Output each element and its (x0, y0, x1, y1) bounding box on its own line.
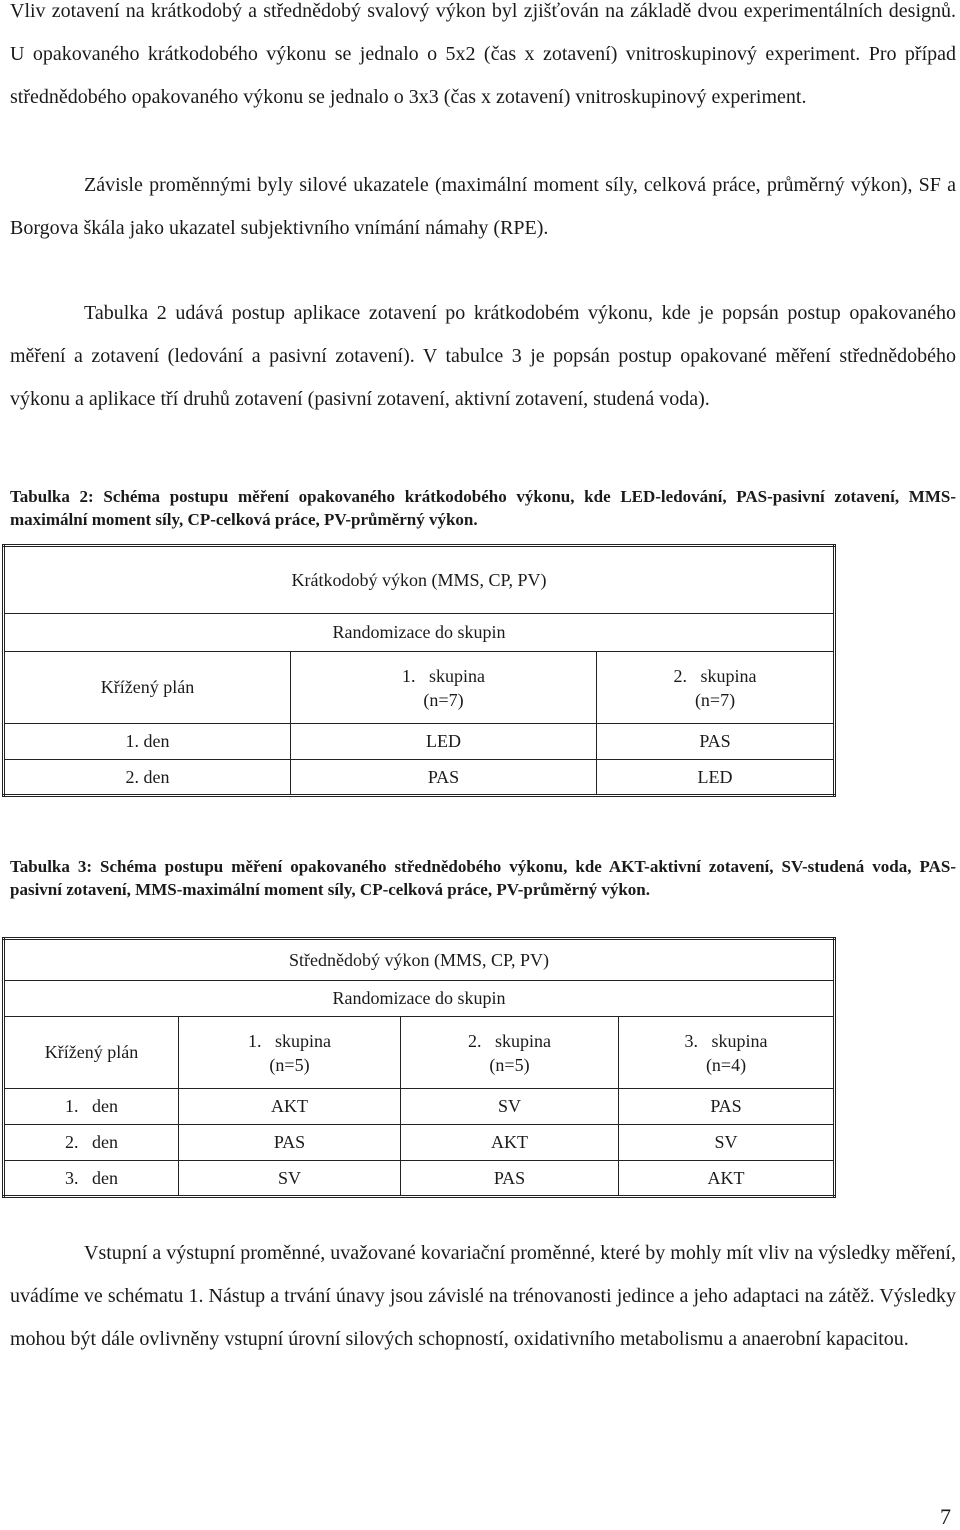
table-2-caption: Tabulka 2: Schéma postupu měření opakovaného krátkodobého výkonu, kde LED-ledování, PAS-pasivní zotavení, MMS-maximální moment síly, CP-celková práce, PV-průměrný výkon. (10, 487, 956, 529)
table-cell: AKT (401, 1125, 619, 1161)
paragraph-2-text: Závisle proměnnými byly silové ukazatele (maximální moment síly, celková práce, průměrný výkon), SF a Borgova škála jako ukazatel subjektivního vnímání námahy (RPE). (10, 174, 956, 239)
table-3 (2, 937, 836, 1198)
table-2 (2, 544, 836, 797)
table-2-group-2 (597, 652, 835, 724)
paragraph-2 (10, 164, 956, 250)
table-row (4, 724, 835, 760)
table-cell: PAS (401, 1161, 619, 1197)
table-3-day-2: 2. den (4, 1125, 179, 1161)
table-2-corner: Křížený plán (4, 652, 291, 724)
group-size: (n=7) (694, 689, 736, 710)
group-label: 3. skupina (684, 1030, 768, 1051)
table-cell: PAS (179, 1125, 401, 1161)
table-3-day-3: 3. den (4, 1161, 179, 1197)
table-2-day-2: 2. den (4, 760, 291, 796)
paragraph-3-text: Tabulka 2 udává postup aplikace zotavení po krátkodobém výkonu, kde je popsán postup opakovaného měření a zotavení (ledování a pasivní zotavení). V tabulce 3 je popsán postup opakované měření střednědobého výkonu a aplikace tří druhů zotavení (pasivní zotavení, aktivní zotavení, studená voda). (10, 302, 956, 410)
paragraph-4 (10, 1232, 956, 1361)
group-label: 2. skupina (468, 1030, 551, 1051)
group-label: 1. skupina (402, 665, 485, 686)
group-label: 1. skupina (248, 1030, 331, 1051)
table-row (4, 1125, 835, 1161)
paragraph-4-text: Vstupní a výstupní proměnné, uvažované kovariační proměnné, které by mohly mít vliv na výsledky měření, uvádíme ve schématu 1. Nástup a trvání únavy jsou závislé na trénovanosti jedince a jeho adaptaci na zátěž. Výsledky mohou být dále ovlivněny vstupní úrovní silových schopností, oxidativního metabolismu a anaerobní kapacitou. (10, 1242, 956, 1350)
table-3-title: Střednědobý výkon (MMS, CP, PV) (4, 939, 835, 981)
table-2-day-1: 1. den (4, 724, 291, 760)
table-cell: PAS (597, 724, 835, 760)
table-cell: SV (179, 1161, 401, 1197)
table-cell: LED (597, 760, 835, 796)
table-cell: PAS (619, 1089, 835, 1125)
paragraph-1: Vliv zotavení na krátkodobý a střednědobý svalový výkon byl zjišťován na základě dvou experimentálních designů. U opakovaného krátkodobého výkonu se jednalo o 5x2 (čas x zotavení) vnitroskupinový experiment. Pro případ střednědobého opakovaného výkonu se jednalo o 3x3 (čas x zotavení) vnitroskupinový experiment. (10, 0, 956, 108)
group-label: 2. skupina (673, 665, 757, 686)
table-3-corner: Křížený plán (4, 1017, 179, 1089)
group-size: (n=7) (423, 689, 464, 710)
paragraph-3 (10, 292, 956, 421)
table-3-caption: Tabulka 3: Schéma postupu měření opakovaného střednědobého výkonu, kde AKT-aktivní zotavení, SV-studená voda, PAS-pasivní zotavení, MMS-maximální moment síly, CP-celková práce, PV-průměrný výkon. (10, 857, 956, 899)
group-size: (n=5) (269, 1054, 310, 1075)
table-3-subtitle: Randomizace do skupin (4, 981, 835, 1017)
table-2-subtitle: Randomizace do skupin (4, 614, 835, 652)
table-row (4, 1089, 835, 1125)
table-row (4, 1161, 835, 1197)
table-2-title: Krátkodobý výkon (MMS, CP, PV) (4, 546, 835, 614)
group-size: (n=4) (705, 1054, 747, 1075)
table-3-day-1: 1. den (4, 1089, 179, 1125)
table-cell: PAS (291, 760, 597, 796)
table-cell: AKT (179, 1089, 401, 1125)
table-cell: AKT (619, 1161, 835, 1197)
group-size: (n=5) (489, 1054, 530, 1075)
table-cell: SV (401, 1089, 619, 1125)
table-2-group-1 (291, 652, 597, 724)
table-3-group-2 (401, 1017, 619, 1089)
table-cell: LED (291, 724, 597, 760)
table-cell: SV (619, 1125, 835, 1161)
table-3-group-3 (619, 1017, 835, 1089)
table-row (4, 760, 835, 796)
page-number: 7 (940, 1504, 951, 1529)
table-3-group-1 (179, 1017, 401, 1089)
